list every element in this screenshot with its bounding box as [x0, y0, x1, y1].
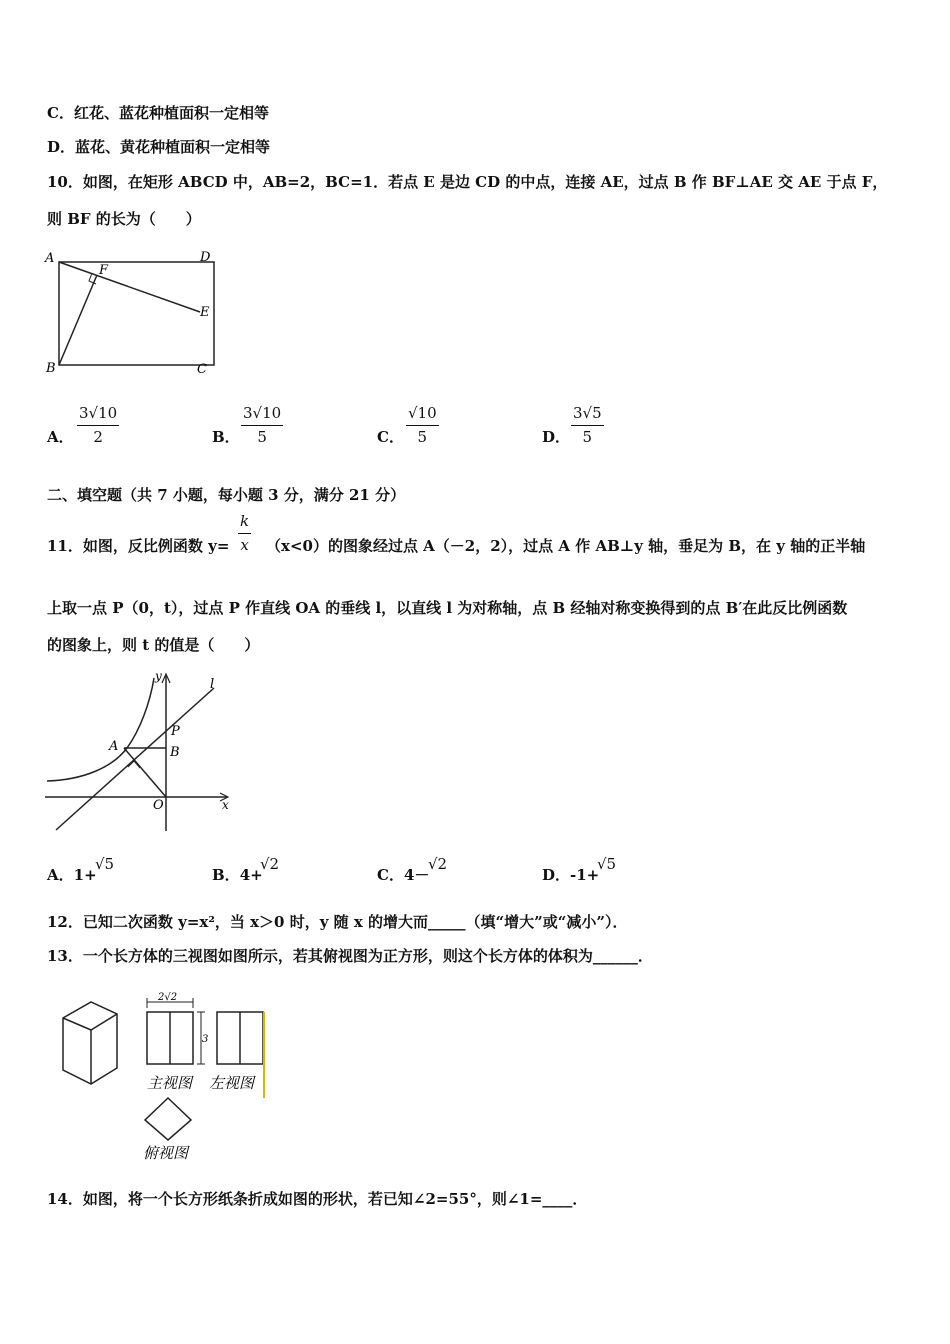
q10-option-a-fraction — [77, 404, 119, 446]
q10-option-c-letter: C． — [377, 428, 404, 446]
q13-three-views-figure — [55, 990, 280, 1165]
q10-option-b-den: 5 — [241, 425, 283, 446]
q12-stem: 12．已知二次函数 y=x²，当 x＞0 时，y 随 x 的增大而_____（填“增大”或“减小”）． — [47, 913, 628, 931]
q11-stem-line2: 上取一点 P（0，t），过点 P 作直线 OA 的垂线 l，以直线 l 为对称轴，点 B 经轴对称变换得到的点 B′在此反比例函数 — [47, 599, 848, 617]
q10-option-b-letter: B． — [212, 428, 240, 446]
q11-option-b-radical: √2 — [260, 855, 280, 873]
q11-option-c-letter: C． — [377, 866, 404, 884]
section-heading-fill-blank: 二、填空题（共 7 小题，每小题 3 分，满分 21 分） — [47, 486, 406, 504]
q10-option-a-num: 3√10 — [79, 404, 118, 422]
q10-label-a: A — [45, 251, 55, 266]
q10-label-c: C — [197, 362, 207, 377]
q11-stem-suffix: （x<0）的图象经过点 A（－2，2），过点 A 作 AB⊥y 轴，垂足为 B，在 y 轴的正半轴 — [266, 537, 866, 555]
q10-option-d-den: 5 — [571, 425, 604, 446]
q11-option-b — [212, 864, 263, 885]
q10-option-c-num: √10 — [408, 404, 437, 422]
q10-option-d-letter: D． — [542, 428, 571, 446]
q10-option-a-den: 2 — [77, 425, 119, 446]
q10-option-d-fraction — [571, 404, 604, 446]
q11-frac-num: k — [240, 512, 250, 530]
q11-option-a — [47, 864, 97, 885]
q13-stem: 13．一个长方体的三视图如图所示，若其俯视图为正方形，则这个长方体的体积为______． — [47, 947, 653, 965]
q11-option-b-letter: B． — [212, 866, 240, 884]
q10-label-f: F — [99, 263, 109, 278]
q10-label-d: D — [200, 250, 211, 265]
q11-label-o: O — [153, 798, 164, 813]
q11-option-c — [377, 864, 429, 885]
q11-option-a-radical: √5 — [95, 855, 115, 873]
q13-dim-width: 2√2 — [158, 992, 178, 1003]
q10-stem-line1: 10．如图，在矩形 ABCD 中，AB=2，BC=1．若点 E 是边 CD 的中点，连接 AE，过点 B 作 BF⊥AE 交 AE 于点 F， — [47, 173, 888, 191]
q10-rectangle-figure — [42, 244, 222, 379]
q10-option-d-num: 3√5 — [573, 404, 602, 422]
q10-option-c-fraction — [406, 404, 439, 446]
q11-label-l: l — [210, 677, 215, 692]
q11-option-d-letter: D． — [542, 866, 571, 884]
q11-option-a-text: 1+ — [73, 866, 97, 884]
q10-option-b-num: 3√10 — [243, 404, 282, 422]
q11-label-b: B — [170, 745, 180, 760]
q10-option-b-fraction — [241, 404, 283, 446]
q13-left-view-label: 左视图 — [209, 1074, 255, 1092]
q10-label-e: E — [200, 305, 210, 320]
q11-option-d-text: -1+ — [570, 866, 600, 884]
q9-option-c: C．红花、蓝花种植面积一定相等 — [47, 104, 269, 122]
q11-label-p: P — [171, 724, 180, 739]
q11-option-b-text: 4+ — [239, 866, 263, 884]
q14-stem: 14．如图，将一个长方形纸条折成如图的形状，若已知∠2=55°，则∠1=____． — [47, 1190, 588, 1208]
q11-option-d-radical: √5 — [597, 855, 617, 873]
q13-dim-height: 3 — [202, 1034, 209, 1045]
q11-label-a: A — [109, 739, 119, 754]
q10-option-c-den: 5 — [406, 425, 439, 446]
q11-option-c-text: 4－ — [403, 866, 430, 884]
q11-option-c-radical: √2 — [428, 855, 448, 873]
q10-label-b: B — [46, 361, 56, 376]
q11-k-over-x — [238, 512, 251, 554]
q11-label-x: x — [222, 798, 229, 812]
q11-stem-prefix: 11．如图，反比例函数 y= — [47, 537, 230, 555]
q13-front-view-label: 主视图 — [147, 1074, 193, 1092]
q11-hyperbola-figure — [42, 668, 242, 838]
q11-option-a-letter: A． — [47, 866, 74, 884]
q11-label-y: y — [155, 669, 162, 683]
q11-option-d — [542, 864, 599, 885]
q10-option-a-letter: A． — [47, 428, 74, 446]
q9-option-d: D．蓝花、黄花种植面积一定相等 — [47, 138, 271, 156]
q13-top-view-label: 俯视图 — [143, 1144, 189, 1162]
q11-frac-den: x — [238, 533, 251, 554]
q11-stem-line3: 的图象上，则 t 的值是（ ） — [47, 636, 260, 654]
q10-stem-line2: 则 BF 的长为（ ） — [47, 210, 201, 228]
